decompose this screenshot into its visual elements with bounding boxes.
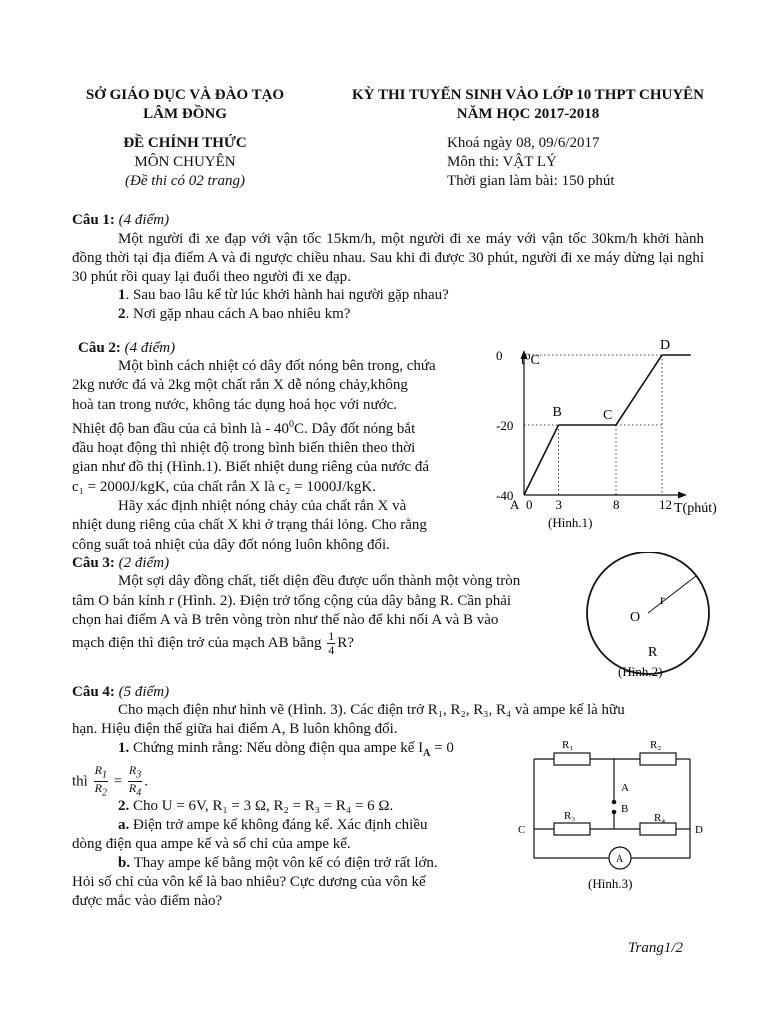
y-tick-1: -20 <box>496 418 514 433</box>
province-name: LÂM ĐỒNG <box>143 106 227 122</box>
figure-2-circle <box>578 552 728 684</box>
figure-1-caption: (Hình.1) <box>548 515 593 530</box>
q4-heading: Câu 4: (5 điểm) <box>72 684 170 700</box>
x-tick-0: 0 <box>526 497 533 512</box>
point-label-c: C <box>603 408 613 423</box>
q1-item-2: 2. Nơi gặp nhau cách A bao nhiêu km? <box>118 306 351 322</box>
y-axis-label: t⁰C <box>521 353 540 368</box>
r1-label: R₁ <box>562 739 574 751</box>
center-label: O <box>630 610 641 625</box>
point-label-b: B <box>552 405 562 420</box>
q4-part-a: a. Điện trở ampe kế không đáng kể. Xác định chiều dòng điện qua ampe kế và số chỉ của ampe kế. <box>72 817 428 852</box>
ratio-left: $\frac{R_1}{R_2}$ <box>94 763 107 799</box>
y-tick-0: 0 <box>496 348 503 363</box>
fraction-one-quarter: $\frac{1}{4}$ <box>328 629 335 658</box>
point-b-label: B <box>621 803 629 815</box>
x-tick-3: 12 <box>659 497 672 512</box>
pages-note: (Đề thi có 02 trang) <box>125 173 245 189</box>
point-a-label: A <box>621 782 629 794</box>
y-tick-2: -40 <box>496 488 514 503</box>
origin-label-a: A <box>510 497 520 512</box>
node-a-dot <box>612 800 617 805</box>
q3-paragraph: Một sợi dây đồng chất, tiết diện đều được uốn thành một vòng tròn tâm O bán kính r (Hình. 2). Điện trở tổng cộng của dây bằng R. Cần phải chọn hai điểm A và B trên vòng tròn như thế nào để khi nối A và B vào <box>72 573 521 628</box>
point-label-d: D <box>660 340 671 353</box>
ratio-right: $\frac{R_3}{R_4}$ <box>128 763 142 799</box>
resistor-r1 <box>554 753 590 765</box>
q4-part-b: b. Thay ampe kế bằng một vôn kế có điện trở rất lớn. Hỏi số chỉ của vôn kế là bao nhiêu? Cực dương của vôn kế được mắc vào điểm nào? <box>72 855 438 909</box>
point-c-label: C <box>518 824 526 836</box>
official-label: ĐỀ CHÍNH THỨC <box>123 135 247 151</box>
q3-last-line: mạch điện thì điện trở của mạch AB bằng $\frac{1}{4}$ R? <box>72 629 354 658</box>
point-d-label: D <box>695 824 703 836</box>
exam-subject: Môn thi: VẬT LÝ <box>447 154 557 170</box>
r4-label: R₄ <box>654 812 666 824</box>
q1-heading: Câu 1: (4 điểm) <box>72 212 170 228</box>
subject-type: MÔN CHUYÊN <box>134 154 236 170</box>
radius-line <box>648 576 696 613</box>
exam-date: Khoá ngày 08, 09/6/2017 <box>447 135 600 151</box>
q4-item-1: 1. Chứng minh rằng: Nếu dòng điện qua ampe kế $I_A = 0$ <box>118 740 454 759</box>
data-segment-2 <box>616 355 662 425</box>
q2-heading: Câu 2: (4 điểm) <box>78 340 176 356</box>
resistance-label: R <box>648 645 658 660</box>
radius-label: r <box>660 593 665 608</box>
figure-3-caption: (Hình.3) <box>588 876 633 891</box>
x-axis-label: T(phút) <box>674 501 717 516</box>
school-year: NĂM HỌC 2017-2018 <box>456 106 600 122</box>
x-tick-1: 3 <box>555 497 562 512</box>
node-b-dot <box>612 810 617 815</box>
q1-paragraph: Một người đi xe đạp với vận tốc 15km/h, một người đi xe máy với vận tốc 30km/h khởi hành đồng thời tại địa điểm A và đi ngược chiều nhau. Sau khi đi được 30 phút, người đi xe máy dừng lại nghỉ 30 phút rồi quay lại đuổi theo người đi xe đạp. <box>72 231 704 285</box>
q2-paragraph: Một bình cách nhiệt có dây đốt nóng bên trong, chứa 2kg nước đá và 2kg một chất rắn X dễ nóng chảy,không hoà tan trong nước, không tác dụng hoá học với nước. Nhiệt độ ban đầu của cả bình là - $40^0C$. Dây đốt nóng bắt đầu hoạt động thì nhiệt độ trong bình biến thiên theo thời gian như đồ thị (Hình.1). Biết nhiệt dung riêng của nước đá c₁ = 2000J/kgK, của chất rắn X là c₂ = 1000J/kgK. Hãy xác định nhiệt nóng chảy của chất rắn X và nhiệt dung riêng của chất X khi ở trạng thái lỏng. Cho rằng công suất toả nhiệt của dây đốt nóng luôn không đổi. <box>72 358 436 553</box>
data-segment-0 <box>524 425 559 495</box>
exam-duration: Thời gian làm bài: 150 phút <box>447 173 615 189</box>
x-tick-2: 8 <box>613 497 620 512</box>
x-axis-arrow <box>678 492 687 499</box>
q4-item-2: 2. Cho U = 6V, R₁ = 3 Ω, R₂ = R₃ = R₄ = 6 Ω. <box>118 798 394 814</box>
q4-ratio-line: thì $\frac{R_1}{R_2}$ = $\frac{R_3}{R_4}$ . <box>72 763 148 799</box>
figure-1-graph <box>488 340 728 540</box>
resistor-r2 <box>640 753 676 765</box>
figure-2-caption: (Hình.2) <box>618 664 663 679</box>
r2-label: R₂ <box>650 739 662 751</box>
ammeter-label: A <box>616 854 624 865</box>
resistor-r3 <box>554 823 590 835</box>
exam-title: KỲ THI TUYỂN SINH VÀO LỚP 10 THPT CHUYÊN <box>351 87 705 103</box>
page-number: Trang1/2 <box>628 940 684 956</box>
q3-heading: Câu 3: (2 điểm) <box>72 555 170 571</box>
resistor-r4 <box>640 823 676 835</box>
q1-item-1: 1. Sau bao lâu kể từ lúc khởi hành hai người gặp nhau? <box>118 287 449 303</box>
r3-label: R₃ <box>564 810 576 822</box>
figure-3-circuit <box>512 734 712 894</box>
dept-name: SỞ GIÁO DỤC VÀ ĐÀO TẠO <box>85 87 285 103</box>
q4-intro: Cho mạch điện như hình vẽ (Hình. 3). Các điện trở R₁, R₂, R₃, R₄ và ampe kế là hữu hạn. Hiệu điện thế giữa hai điểm A, B luôn không đổi. <box>72 702 625 737</box>
